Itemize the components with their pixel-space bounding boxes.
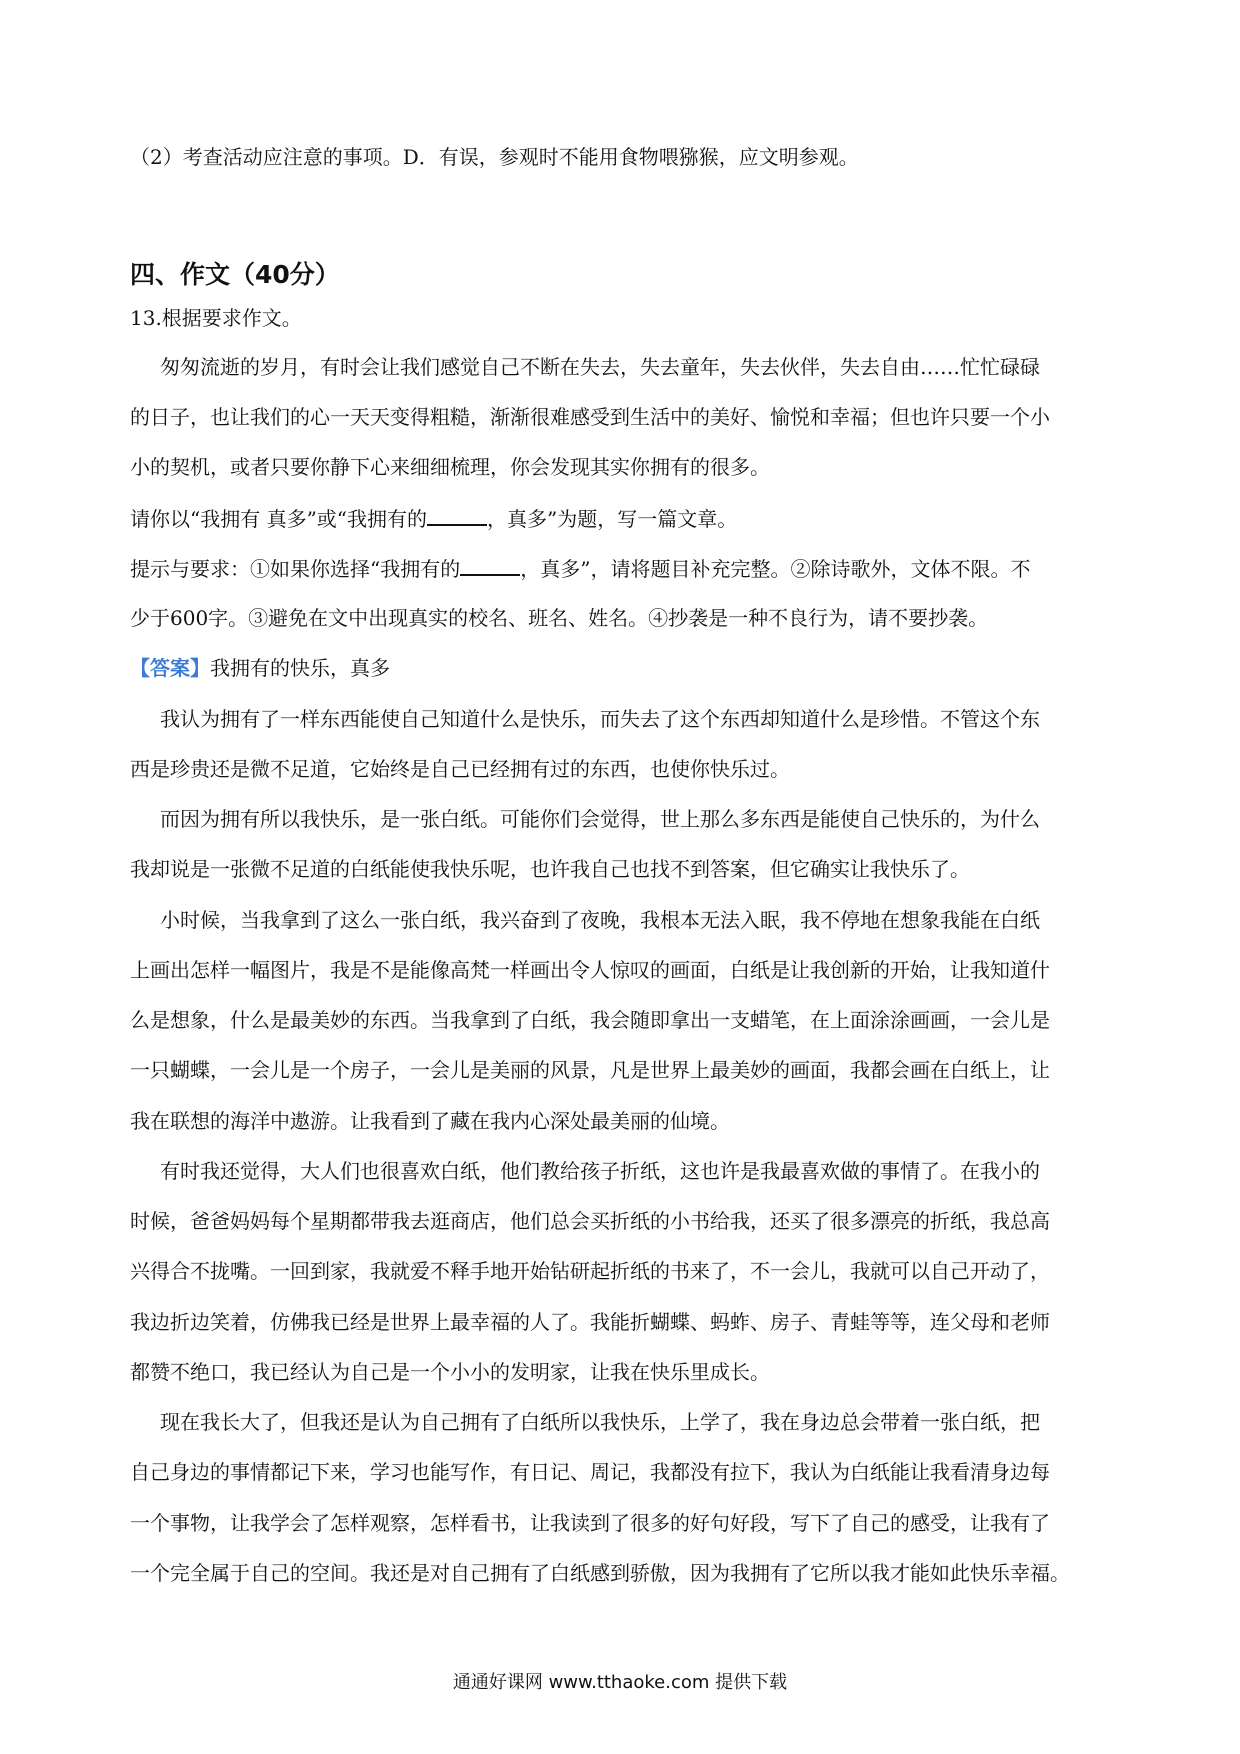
essay-line: 时候，爸爸妈妈每个星期都带我去逛商店，他们总会买折纸的小书给我，还买了很多漂亮的折纸，我总高 xyxy=(130,1209,1050,1233)
requirements-text: ，真多”，请将题目补充完整。②除诗歌外，文体不限。不 xyxy=(520,557,1031,581)
answer-tag: 【答案】 xyxy=(130,656,210,680)
prompt-line: 的日子，也让我们的心一天天变得粗糙，渐渐很难感受到生活中的美好、愉悦和幸福；但也许只要一个小 xyxy=(130,405,1050,429)
essay-line: 自己身边的事情都记下来，学习也能写作，有日记、周记，我都没有拉下，我认为白纸能让我看清身边每 xyxy=(130,1460,1050,1484)
essay-line: 一个完全属于自己的空间。我还是对自己拥有了白纸感到骄傲，因为我拥有了它所以我才能如此快乐幸福。 xyxy=(130,1561,1070,1585)
section-heading: 四、作文（40分） xyxy=(130,260,340,289)
question-number: 13.根据要求作文。 xyxy=(130,306,302,330)
requirements-line: 少于600字。③避免在文中出现真实的校名、班名、姓名。④抄袭是一种不良行为，请不要抄袭。 xyxy=(130,606,989,630)
essay-line: 小时候，当我拿到了这么一张白纸，我兴奋到了夜晚，我根本无法入眠，我不停地在想象我能在白纸 xyxy=(160,908,1040,932)
essay-line: 西是珍贵还是微不足道，它始终是自己已经拥有过的东西，也使你快乐过。 xyxy=(130,757,790,781)
requirements-text: 提示与要求：①如果你选择“我拥有的 xyxy=(130,557,461,581)
essay-line: 上画出怎样一幅图片，我是不是能像高梵一样画出令人惊叹的画面，白纸是让我创新的开始，让我知道什 xyxy=(130,958,1050,982)
prompt-line: 匆匆流逝的岁月，有时会让我们感觉自己不断在失去，失去童年，失去伙伴，失去自由……忙忙碌碌 xyxy=(160,355,1040,379)
essay-title: 我拥有的快乐，真多 xyxy=(210,656,390,680)
prompt-line: 小的契机，或者只要你静下心来细细梳理，你会发现其实你拥有的很多。 xyxy=(130,455,770,479)
essay-line: 都赞不绝口，我已经认为自己是一个小小的发明家，让我在快乐里成长。 xyxy=(130,1360,770,1384)
essay-line: 我却说是一张微不足道的白纸能使我快乐呢，也许我自己也找不到答案，但它确实让我快乐了。 xyxy=(130,857,970,881)
instruction-text: ，真多”为题，写一篇文章。 xyxy=(487,507,738,531)
essay-line: 我认为拥有了一样东西能使自己知道什么是快乐，而失去了这个东西却知道什么是珍惜。不管这个东 xyxy=(160,707,1040,731)
essay-line: 我边折边笑着，仿佛我已经是世界上最幸福的人了。我能折蝴蝶、蚂蚱、房子、青蛙等等，连父母和老师 xyxy=(130,1310,1050,1334)
essay-line: 兴得合不拢嘴。一回到家，我就爱不释手地开始钻研起折纸的书来了，不一会儿，我就可以自己开动了， xyxy=(130,1259,1050,1283)
requirements-line xyxy=(130,556,1130,581)
answer-line xyxy=(130,656,1130,680)
essay-line: 一个事物，让我学会了怎样观察，怎样看书，让我读到了很多的好句好段，写下了自己的感受，让我有了 xyxy=(130,1511,1050,1535)
page-footer: 通通好课网 www.tthaoke.com 提供下载 xyxy=(452,1672,788,1693)
essay-line: 而因为拥有所以我快乐，是一张白纸。可能你们会觉得，世上那么多东西是能使自己快乐的，为什么 xyxy=(160,807,1040,831)
essay-line: 我在联想的海洋中遨游。让我看到了藏在我内心深处最美丽的仙境。 xyxy=(130,1109,730,1133)
essay-line: 一只蝴蝶，一会儿是一个房子，一会儿是美丽的风景，凡是世界上最美妙的画面，我都会画在白纸上，让 xyxy=(130,1058,1050,1082)
fill-blank xyxy=(427,506,487,526)
fill-blank xyxy=(460,556,520,576)
paragraph-line: （2）考查活动应注意的事项。D．有误，参观时不能用食物喂猕猴，应文明参观。 xyxy=(130,145,859,169)
essay-line: 有时我还觉得，大人们也很喜欢白纸，他们教给孩子折纸，这也许是我最喜欢做的事情了。在我小的 xyxy=(160,1159,1040,1183)
essay-line: 么是想象，什么是最美妙的东西。当我拿到了白纸，我会随即拿出一支蜡笔，在上面涂涂画画，一会儿是 xyxy=(130,1008,1050,1032)
instruction-text: 请你以“我拥有 真多”或“我拥有的 xyxy=(130,507,428,531)
essay-line: 现在我长大了，但我还是认为自己拥有了白纸所以我快乐，上学了，我在身边总会带着一张白纸，把 xyxy=(160,1410,1040,1434)
title-instruction xyxy=(130,506,1130,531)
